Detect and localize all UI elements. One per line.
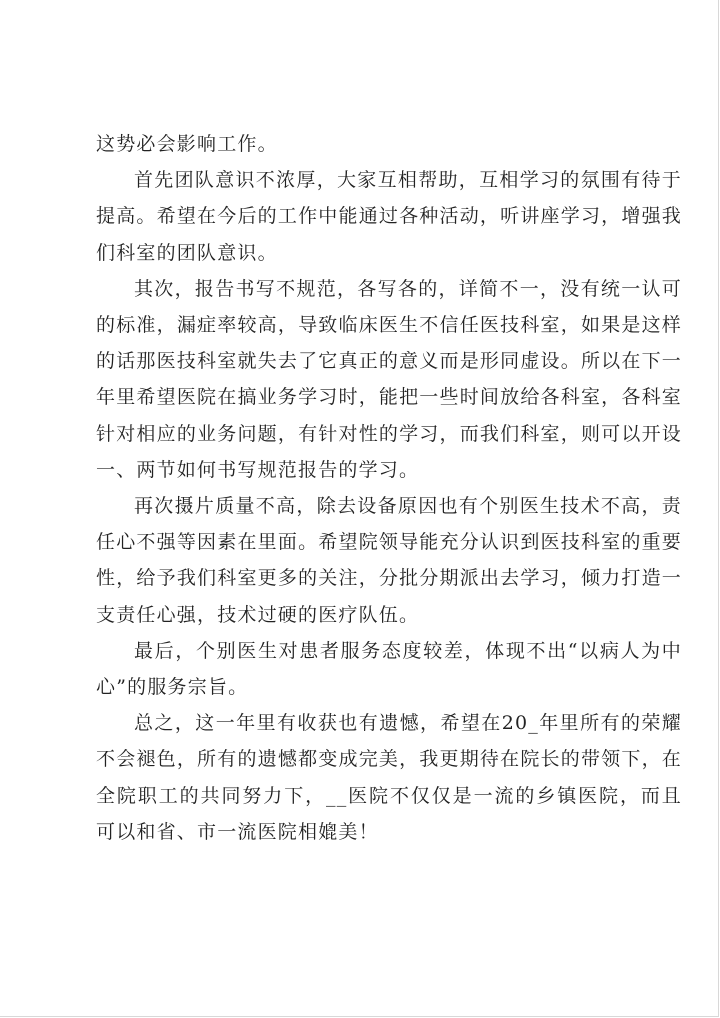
paragraph-continuation: 这势必会影响工作。 xyxy=(96,133,278,155)
paragraph-team-awareness: 首先团队意识不浓厚，大家互相帮助，互相学习的氛围有待于提高。希望在今后的工作中能通过各种活动，听讲座学习，增强我们科室的团队意识。 xyxy=(96,169,682,264)
paragraph-image-quality: 再次摄片质量不高，除去设备原因也有个别医生技术不高，责任心不强等因素在里面。希望院领导能充分认识到医技科室的重要性，给予我们科室更多的关注，分批分期派出去学习，倾力打造一支责任心强，技术过硬的医疗队伍。 xyxy=(96,495,682,626)
paragraph-report-standards: 其次，报告书写不规范，各写各的，详简不一，没有统一认可的标准，漏症率较高，导致临床医生不信任医技科室，如果是这样的话那医技科室就失去了它真正的意义而是形同虚设。所以在下一年里希望医院在搞业务学习时，能把一些时间放给各科室，各科室针对相应的业务问题，有针对性的学习，而我们科室，则可以开设一、两节如何书写规范报告的学习。 xyxy=(96,277,682,481)
paragraph-conclusion: 总之，这一年里有收获也有遗憾，希望在20_年里所有的荣耀不会褪色，所有的遗憾都变成完美，我更期待在院长的带领下，在全院职工的共同努力下，__医院不仅仅是一流的乡镇医院，而且可以和省、市一流医院相媲美！ xyxy=(96,712,682,843)
paragraph-service-attitude: 最后，个别医生对患者服务态度较差，体现不出“以病人为中心”的服务宗旨。 xyxy=(96,639,682,699)
document-body xyxy=(96,126,682,850)
